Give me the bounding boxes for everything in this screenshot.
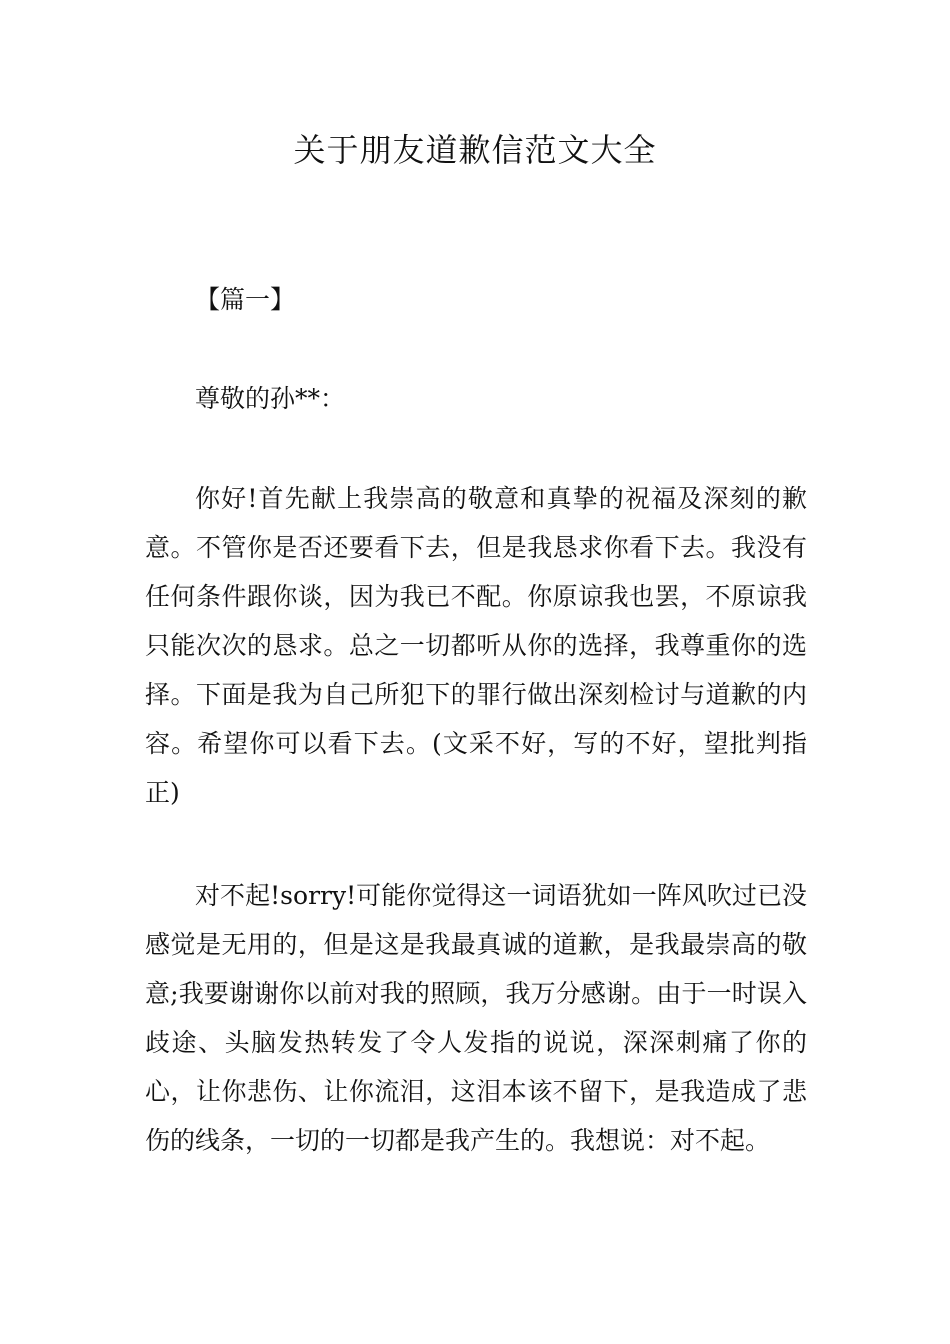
salutation: 尊敬的孙**： [195, 384, 346, 413]
document-title: 关于朋友道歉信范文大全 [293, 131, 657, 169]
body-paragraph-1-block [145, 474, 807, 817]
body-paragraph: 对不起!sorry!可能你觉得这一词语犹如一阵风吹过已没感觉是无用的，但是这是我最真诚的道歉，是我最崇高的敬意;我要谢谢你以前对我的照顾，我万分感谢。由于一时误入歧途、头脑发热转发了令人发指的说说，深深刺痛了你的心，让你悲伤、让你流泪，这泪本该不留下，是我造成了悲伤的线条，一切的一切都是我产生的。我想说：对不起。 [145, 881, 807, 1155]
body-paragraph: 你好!首先献上我崇高的敬意和真挚的祝福及深刻的歉意。不管你是否还要看下去，但是我恳求你看下去。我没有任何条件跟你谈，因为我已不配。你原谅我也罢，不原谅我只能次次的恳求。总之一切都听从你的选择，我尊重你的选择。下面是我为自己所犯下的罪行做出深刻检讨与道歉的内容。希望你可以看下去。(文采不好，写的不好，望批判指正) [145, 484, 807, 807]
body-paragraph-2-block [145, 871, 807, 1165]
section-label: 【篇一】 [195, 285, 296, 314]
